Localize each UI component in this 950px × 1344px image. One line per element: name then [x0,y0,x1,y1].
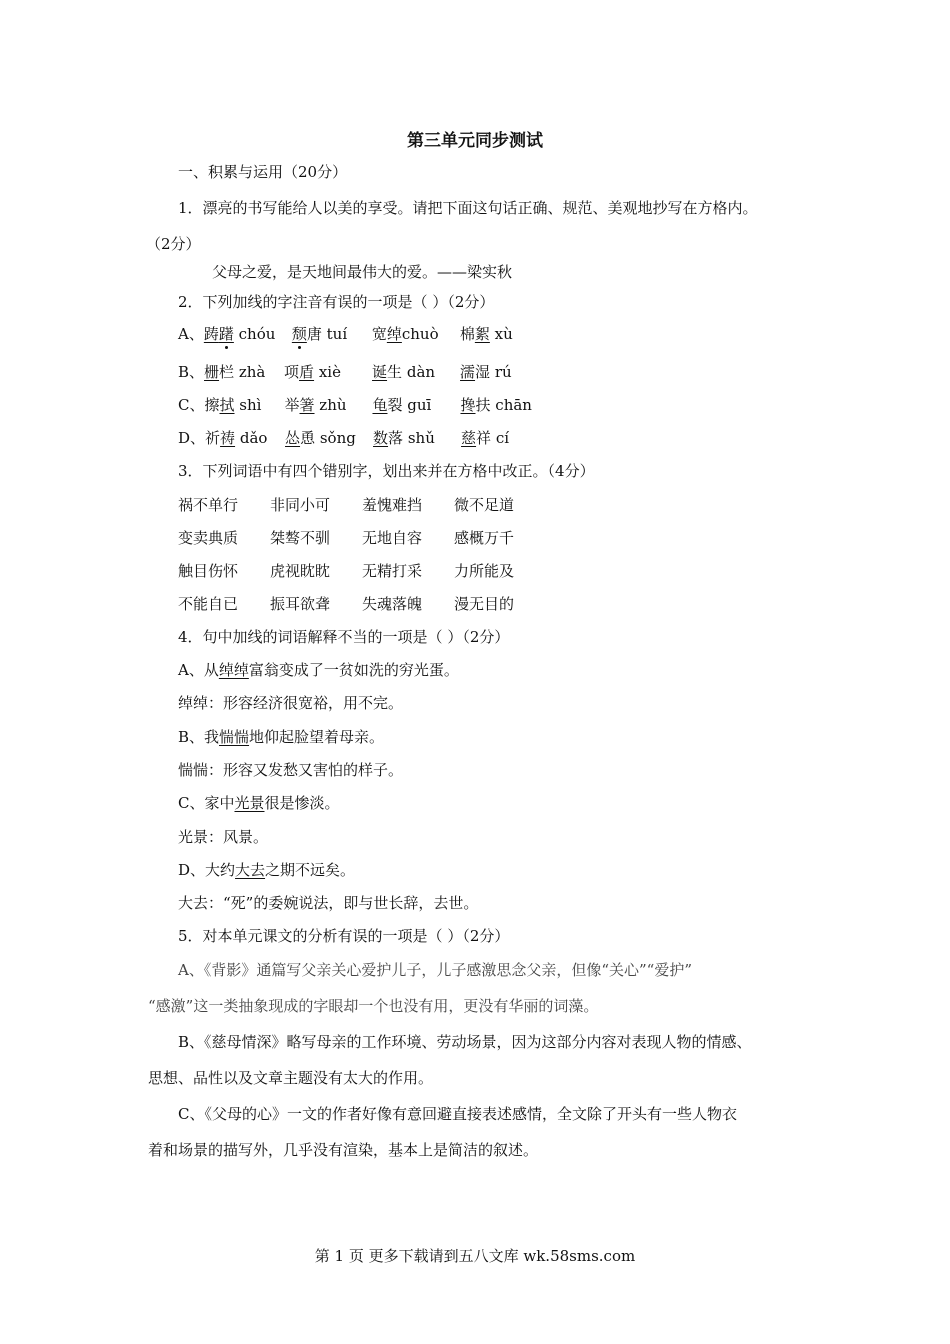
q2-option-c: C、擦拭 shì 举箸 zhù 龟裂 guī 搀扶 chān [178,396,532,414]
q3-row: 触目伤怀 虎视眈眈 无精打采 力所能及 [178,562,515,580]
page-footer: 第 1 页 更多下载请到五八文库 wk.58sms.com [314,1247,636,1265]
q4-stem: 4．句中加线的词语解释不当的一项是（ ）（2分） [178,628,510,646]
q4-explanation-a: 绰绰：形容经济很宽裕，用不完。 [178,694,404,712]
q4-explanation-b: 惴惴：形容又发愁又害怕的样子。 [178,761,404,779]
page-title: 第三单元同步测试 [407,131,543,151]
section-heading: 一、积累与运用（20分） [178,163,348,181]
q3-row: 不能自已 振耳欲聋 失魂落魄 漫无目的 [178,595,515,613]
q4-explanation-c: 光景：风景。 [178,828,269,846]
q2-option-a: A、踌躇 chóu 颓唐 tuí 宽绰chuò 棉絮 xù [178,325,513,343]
q3-stem: 3．下列词语中有四个错别字，划出来并在方格中改正。（4分） [178,462,595,480]
q5-option-b-line2: 思想、品性以及文章主题没有太大的作用。 [148,1069,434,1087]
q5-option-c-line2: 着和场景的描写外，几乎没有渲染，基本上是简洁的叙述。 [148,1141,539,1159]
q4-option-a: A、从绰绰富翁变成了一贫如洗的穷光蛋。 [178,661,459,679]
q1-quote: 父母之爱，是天地间最伟大的爱。——梁实秋 [212,263,513,281]
q5-option-b-line1: B、《慈母情深》略写母亲的工作环境、劳动场景，因为这部分内容对表现人物的情感、 [178,1033,752,1051]
q1-stem: 1．漂亮的书写能给人以美的享受。请把下面这句话正确、规范、美观地抄写在方格内。 [178,199,758,217]
q4-option-c: C、家中光景很是惨淡。 [178,794,340,812]
q3-row: 祸不单行 非同小可 羞愧难挡 微不足道 [178,496,515,514]
q2-stem: 2．下列加线的字注音有误的一项是（ ）（2分） [178,293,495,311]
q4-option-b: B、我惴惴地仰起脸望着母亲。 [178,728,385,746]
q1-score: （2分） [146,235,201,253]
q3-row: 变卖典质 桀骜不驯 无地自容 感概万千 [178,529,515,547]
q5-stem: 5．对本单元课文的分析有误的一项是（ ）（2分） [178,927,510,945]
q4-explanation-d: 大去：“死”的委婉说法，即与世长辞，去世。 [178,894,479,912]
q4-option-d: D、大约大去之期不远矣。 [178,861,356,879]
q5-option-c-line1: C、《父母的心》一文的作者好像有意回避直接表述感情，全文除了开头有一些人物衣 [178,1105,737,1123]
q5-option-a-line1: A、《背影》通篇写父亲关心爱护儿子，儿子感激思念父亲，但像“关心”“爱护” [178,961,693,979]
q2-option-b: B、栅栏 zhà 项盾 xiè 诞生 dàn 濡湿 rú [178,363,512,381]
q2-option-d: D、祈祷 dǎo 怂恿 sǒng 数落 shǔ 慈祥 cí [178,429,510,447]
q5-option-a-line2: “感激”这一类抽象现成的字眼却一个也没有用，更没有华丽的词藻。 [148,997,599,1015]
